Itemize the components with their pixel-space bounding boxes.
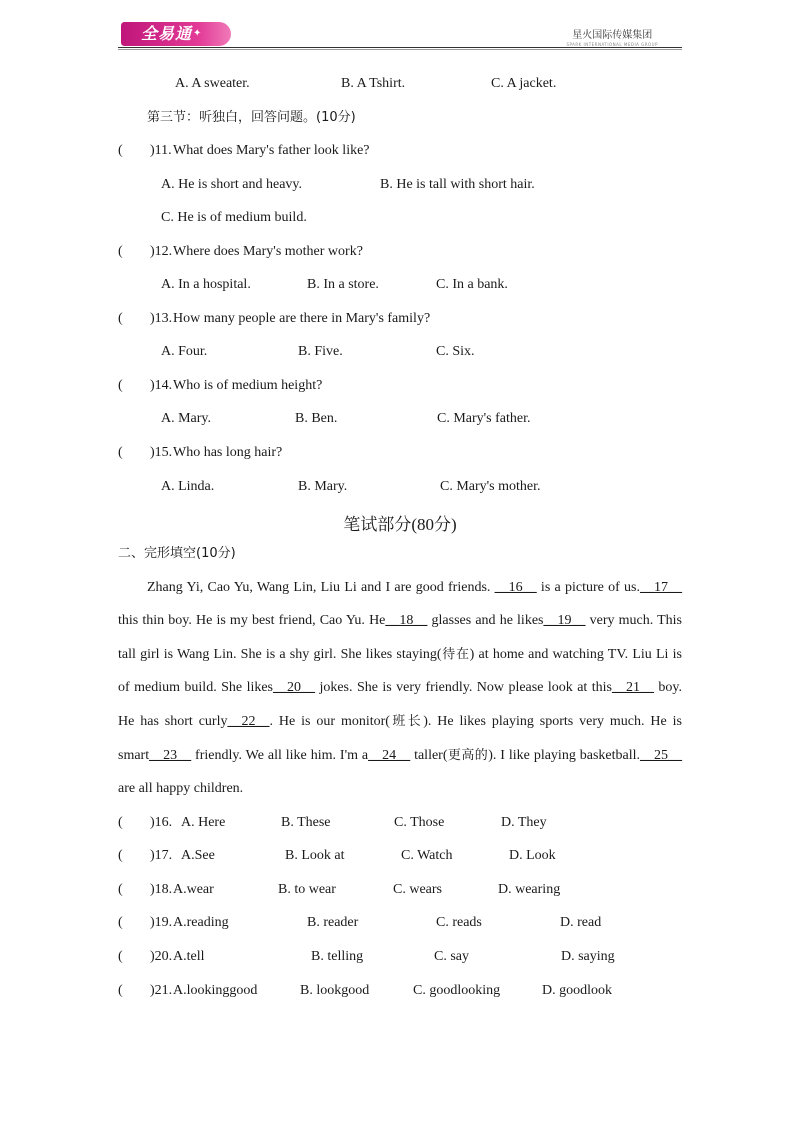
passage-text: are all happy children. bbox=[118, 781, 244, 796]
option-d: D. Look bbox=[509, 848, 556, 863]
question-number: )14. bbox=[150, 378, 173, 393]
option-c: C. Mary's mother. bbox=[440, 479, 541, 494]
section3-title: 第三节：听独白，回答问题。(10分) bbox=[147, 110, 356, 125]
question-number: )21. bbox=[150, 983, 173, 998]
option-c: C. In a bank. bbox=[436, 277, 508, 292]
passage-text: of medium build. She likes bbox=[118, 680, 274, 695]
blank-25[interactable]: __25__ bbox=[640, 748, 683, 763]
passage-text: smart bbox=[118, 748, 150, 763]
passage-text: He has short curly bbox=[118, 714, 228, 729]
header-rule bbox=[118, 47, 682, 48]
header-rule-secondary bbox=[118, 49, 682, 50]
option-d: D. goodlook bbox=[542, 983, 612, 998]
written-part-title: 笔试部分(80分) bbox=[343, 515, 457, 534]
option-b: B. Look at bbox=[285, 848, 345, 863]
option-b: B. to wear bbox=[278, 882, 336, 897]
passage-text: Zhang Yi, Cao Yu, Wang Lin, Liu Li and I are good friends. bbox=[147, 580, 495, 595]
option-c: C. Watch bbox=[401, 848, 453, 863]
option-a: A. Here bbox=[181, 815, 226, 830]
option-b: B. Ben. bbox=[295, 411, 338, 426]
section2-title: 二、完形填空(10分) bbox=[118, 546, 236, 561]
answer-bracket[interactable]: ( bbox=[118, 983, 123, 998]
option-a: A. In a hospital. bbox=[161, 277, 251, 292]
option-b: B. Five. bbox=[298, 344, 343, 359]
passage-line bbox=[118, 747, 682, 765]
option-d: D. wearing bbox=[498, 882, 561, 897]
question-stem: Where does Mary's mother work? bbox=[173, 244, 363, 259]
answer-bracket[interactable]: ( bbox=[118, 949, 123, 964]
answer-bracket[interactable]: ( bbox=[118, 848, 123, 863]
option-b: B. reader bbox=[307, 915, 359, 930]
gloss-text: 待在 bbox=[441, 647, 470, 662]
blank-24[interactable]: __24__ bbox=[368, 748, 411, 763]
blank-16[interactable]: __16__ bbox=[494, 580, 537, 595]
answer-bracket[interactable]: ( bbox=[118, 378, 123, 393]
option-a: A. He is short and heavy. bbox=[161, 177, 303, 192]
passage-text: ). I like playing basketball. bbox=[488, 748, 641, 763]
option-d: D. saying bbox=[561, 949, 615, 964]
option-a: A. Linda. bbox=[161, 479, 215, 494]
passage-text: ) at home and watching TV. Liu Li is bbox=[469, 647, 682, 662]
passage-text: jokes. She is very friendly. Now please look at this bbox=[315, 680, 612, 695]
blank-19[interactable]: __19__ bbox=[543, 613, 586, 628]
passage-text: ). He likes playing sports very much. He is bbox=[423, 714, 682, 729]
question-stem: Who is of medium height? bbox=[173, 378, 323, 393]
passage-text: this thin boy. He is my best friend, Cao Yu. He bbox=[118, 613, 386, 628]
question-number: )11. bbox=[150, 143, 172, 158]
option-c: C. Mary's father. bbox=[437, 411, 531, 426]
option-b: B. lookgood bbox=[300, 983, 370, 998]
blank-20[interactable]: __20__ bbox=[273, 680, 316, 695]
passage-text: boy. bbox=[653, 680, 682, 695]
option-b: B. These bbox=[281, 815, 331, 830]
answer-bracket[interactable]: ( bbox=[118, 143, 123, 158]
option-d: D. They bbox=[501, 815, 547, 830]
question-number: )13. bbox=[150, 311, 173, 326]
brand-logo bbox=[121, 22, 231, 46]
passage-text: is a picture of us. bbox=[536, 580, 641, 595]
option-10a: A. A sweater. bbox=[175, 76, 250, 91]
blank-18[interactable]: __18__ bbox=[385, 613, 428, 628]
option-c: C. reads bbox=[436, 915, 482, 930]
passage-text: friendly. We all like him. I'm a bbox=[191, 748, 369, 763]
passage-line bbox=[118, 646, 682, 664]
passage-text: . He is our monitor( bbox=[269, 714, 390, 729]
option-10b: B. A Tshirt. bbox=[341, 76, 406, 91]
question-number: )16. bbox=[150, 815, 173, 830]
blank-21[interactable]: __21__ bbox=[611, 680, 654, 695]
passage-text: glasses and he likes bbox=[427, 613, 544, 628]
option-b: B. He is tall with short hair. bbox=[380, 177, 535, 192]
blank-23[interactable]: __23__ bbox=[149, 748, 192, 763]
answer-bracket[interactable]: ( bbox=[118, 882, 123, 897]
org-name-block bbox=[566, 26, 658, 47]
blank-22[interactable]: __22__ bbox=[227, 714, 270, 729]
question-number: )19. bbox=[150, 915, 173, 930]
passage-text: very much. This bbox=[585, 613, 683, 628]
passage-text: taller( bbox=[410, 748, 448, 763]
org-subtitle: SPARK INTERNATIONAL MEDIA GROUP bbox=[566, 42, 658, 47]
question-number: )20. bbox=[150, 949, 173, 964]
org-name: 星火国际传媒集团 bbox=[572, 30, 653, 41]
passage-line bbox=[118, 612, 682, 630]
question-stem: Who has long hair? bbox=[173, 445, 283, 460]
option-a: A.reading bbox=[173, 915, 229, 930]
answer-bracket[interactable]: ( bbox=[118, 311, 123, 326]
option-b: B. telling bbox=[311, 949, 364, 964]
gloss-text: 班长 bbox=[389, 714, 424, 729]
option-a: A.wear bbox=[173, 882, 214, 897]
option-c: C. wears bbox=[393, 882, 442, 897]
passage-text: tall girl is Wang Lin. She is a shy girl. She likes staying( bbox=[118, 647, 442, 662]
passage-line bbox=[118, 713, 682, 731]
question-number: )15. bbox=[150, 445, 173, 460]
logo-text: 全易通 bbox=[141, 24, 193, 43]
passage-line bbox=[118, 579, 682, 597]
option-a: A.lookinggood bbox=[173, 983, 258, 998]
blank-17[interactable]: __17__ bbox=[640, 580, 683, 595]
option-c: C. goodlooking bbox=[413, 983, 501, 998]
option-c: C. say bbox=[434, 949, 469, 964]
answer-bracket[interactable]: ( bbox=[118, 815, 123, 830]
option-c: C. Those bbox=[394, 815, 445, 830]
question-number: )12. bbox=[150, 244, 173, 259]
passage-line bbox=[118, 780, 243, 798]
question-stem: What does Mary's father look like? bbox=[173, 143, 370, 158]
option-c: C. Six. bbox=[436, 344, 475, 359]
option-10c: C. A jacket. bbox=[491, 76, 557, 91]
answer-bracket[interactable]: ( bbox=[118, 445, 123, 460]
answer-bracket[interactable]: ( bbox=[118, 244, 123, 259]
question-number: )17. bbox=[150, 848, 173, 863]
option-b: B. Mary. bbox=[298, 479, 348, 494]
passage-line bbox=[118, 679, 682, 697]
option-b: B. In a store. bbox=[307, 277, 379, 292]
option-a: A.tell bbox=[173, 949, 205, 964]
option-c: C. He is of medium build. bbox=[161, 210, 307, 225]
question-number: )18. bbox=[150, 882, 173, 897]
option-a: A. Mary. bbox=[161, 411, 212, 426]
option-a: A. Four. bbox=[161, 344, 208, 359]
star-icon: ✦ bbox=[193, 28, 203, 39]
option-d: D. read bbox=[560, 915, 602, 930]
question-stem: How many people are there in Mary's family? bbox=[173, 311, 431, 326]
answer-bracket[interactable]: ( bbox=[118, 915, 123, 930]
gloss-text: 更高的 bbox=[447, 748, 489, 763]
option-a: A.See bbox=[181, 848, 215, 863]
